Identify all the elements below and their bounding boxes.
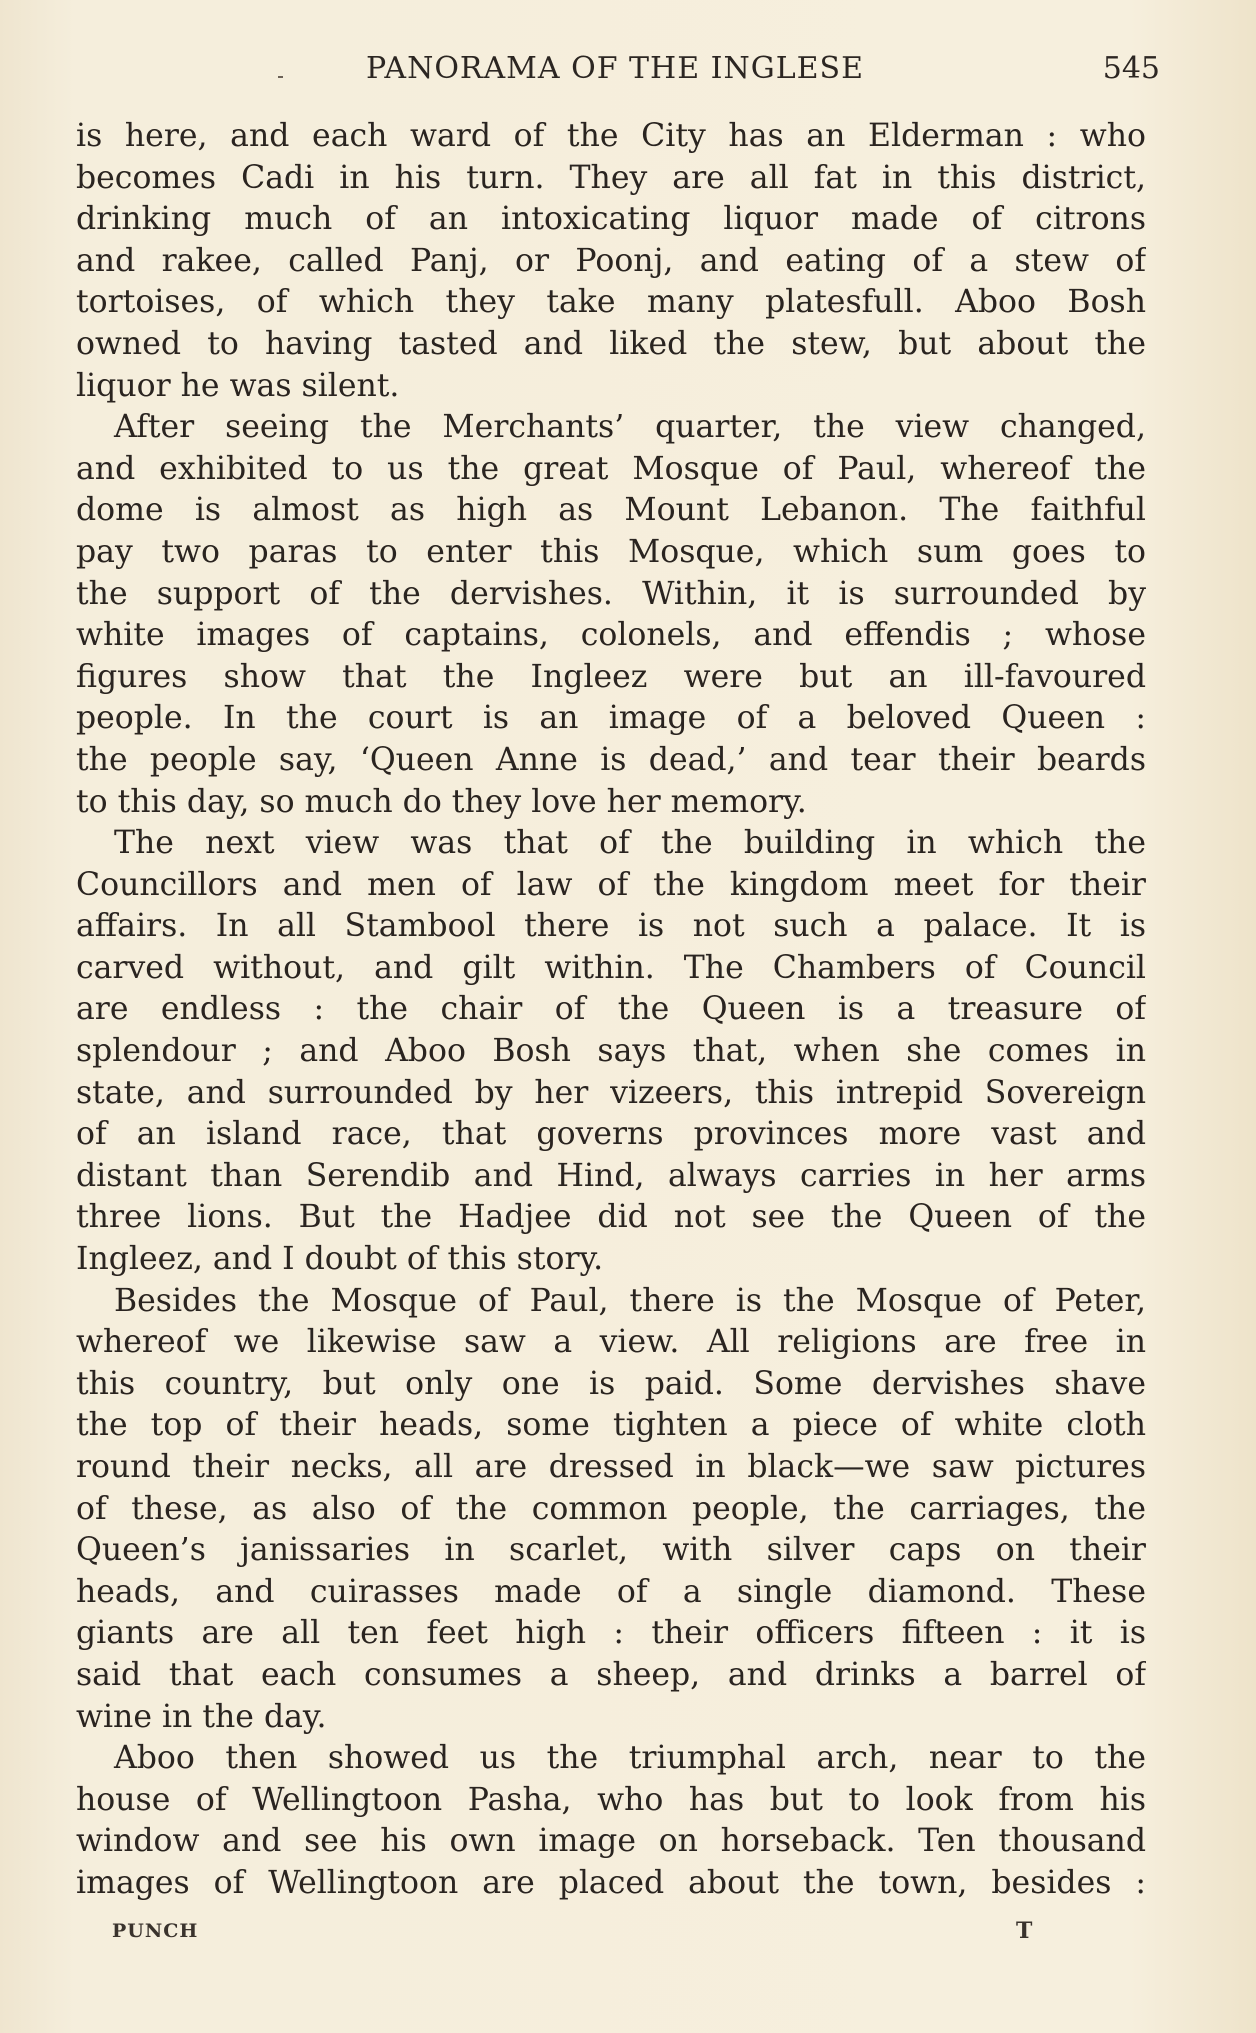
running-head: [70, 44, 1160, 94]
text-line: three lions. But the Hadjee did not see the Queen of the: [76, 1199, 1146, 1236]
page-title: PANORAMA OF THE INGLESE: [365, 51, 864, 86]
text-line: is here, and each ward of the City has an Elderman : who: [76, 118, 1146, 154]
text-line: liquor he was silent.: [76, 367, 400, 404]
text-line: affairs. In all Stambool there is not such a palace. It is: [76, 908, 1146, 945]
text-line: pay two paras to enter this Mosque, which sum goes to: [76, 533, 1146, 570]
text-line: carved without, and gilt within. The Chambers of Council: [76, 949, 1146, 986]
page-number: 545: [1102, 51, 1160, 86]
text-line: drinking much of an intoxicating liquor made of citrons: [76, 201, 1146, 238]
text-line: window and see his own image on horseback. Ten thousand: [76, 1823, 1146, 1860]
text-line: and exhibited to us the great Mosque of Paul, whereof the: [76, 450, 1146, 487]
signature-letter: T: [1016, 1918, 1033, 1944]
text-line: heads, and cuirasses made of a single diamond. These: [76, 1573, 1146, 1610]
body-text: [76, 116, 1146, 1905]
text-line: of an island race, that governs provinces more vast and: [76, 1116, 1146, 1153]
text-line: After seeing the Merchants’ quarter, the view changed,: [114, 409, 1146, 446]
text-line: distant than Serendib and Hind, always carries in her arms: [76, 1157, 1146, 1194]
text-line: giants are all ten feet high : their officers fifteen : it is: [76, 1615, 1146, 1652]
text-line: owned to having tasted and liked the stew, but about the: [76, 325, 1146, 362]
signature-mark: PUNCH: [112, 1920, 199, 1942]
text-line: said that each consumes a sheep, and drinks a barrel of: [76, 1656, 1146, 1693]
text-line: Aboo then showed us the triumphal arch, near to the: [114, 1740, 1146, 1777]
text-line: people. In the court is an image of a beloved Queen :: [76, 700, 1146, 737]
text-line: Queen’s janissaries in scarlet, with silver caps on their: [76, 1532, 1146, 1569]
text-line: splendour ; and Aboo Bosh says that, when she comes in: [76, 1033, 1146, 1070]
text-line: house of Wellingtoon Pasha, who has but to look from his: [76, 1781, 1146, 1818]
text-line: of these, as also of the common people, the carriages, the: [76, 1490, 1146, 1527]
text-line: to this day, so much do they love her memory.: [76, 783, 807, 820]
text-line: The next view was that of the building in which the: [114, 825, 1146, 862]
text-line: wine in the day.: [76, 1698, 327, 1735]
text-line: and rakee, called Panj, or Poonj, and eating of a stew of: [76, 242, 1146, 279]
text-line: Councillors and men of law of the kingdom meet for their: [76, 866, 1146, 903]
text-line: figures show that the Ingleez were but an ill-favoured: [76, 658, 1146, 695]
text-line: round their necks, all are dressed in black—we saw pictures: [76, 1449, 1146, 1485]
text-line: this country, but only one is paid. Some dervishes shave: [76, 1365, 1146, 1402]
text-line: are endless : the chair of the Queen is a treasure of: [76, 991, 1146, 1028]
text-line: the support of the dervishes. Within, it is surrounded by: [76, 575, 1146, 612]
text-line: the people say, ‘Queen Anne is dead,’ and tear their beards: [76, 741, 1146, 778]
text-line: white images of captains, colonels, and effendis ; whose: [76, 617, 1146, 654]
text-line: whereof we likewise saw a view. All religions are free in: [76, 1324, 1146, 1361]
text-line: images of Wellingtoon are placed about the town, besides :: [76, 1864, 1146, 1901]
text-line: state, and surrounded by her vizeers, this intrepid Sovereign: [76, 1074, 1146, 1111]
text-line: Besides the Mosque of Paul, there is the Mosque of Peter,: [114, 1282, 1146, 1319]
text-line: becomes Cadi in his turn. They are all fat in this district,: [76, 159, 1146, 196]
text-line: tortoises, of which they take many platesfull. Aboo Bosh: [76, 284, 1146, 321]
text-line: the top of their heads, some tighten a piece of white cloth: [76, 1407, 1146, 1444]
text-line: Ingleez, and I doubt of this story.: [76, 1241, 604, 1278]
ink-speck: [278, 76, 283, 78]
page-footer: [76, 1916, 1146, 1946]
text-line: dome is almost as high as Mount Lebanon. The faithful: [76, 492, 1146, 529]
